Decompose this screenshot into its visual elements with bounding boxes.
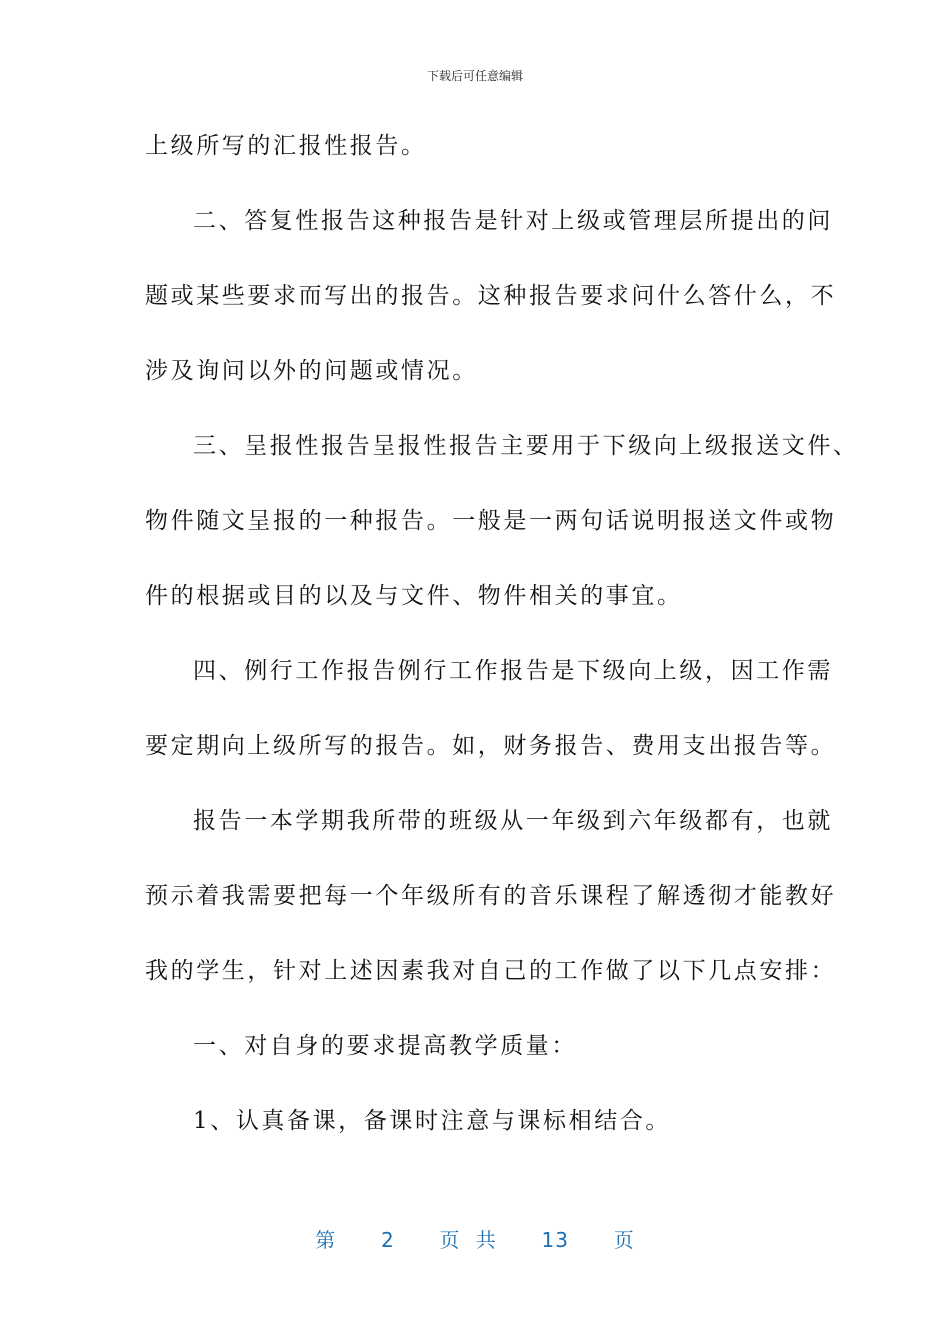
footer-prefix: 第	[315, 1228, 337, 1252]
footer-middle: 页 共	[439, 1228, 497, 1252]
paragraph-line: 四、例行工作报告例行工作报告是下级向上级，因工作需	[193, 658, 833, 684]
page-footer	[0, 1224, 950, 1253]
paragraph-line: 我的学生，针对上述因素我对自己的工作做了以下几点安排：	[145, 958, 837, 984]
paragraph-line: 1、认真备课，备课时注意与课标相结合。	[193, 1108, 672, 1134]
header-note: 下载后可任意编辑	[426, 69, 523, 83]
paragraph-line: 一、对自身的要求提高教学质量：	[193, 1033, 577, 1059]
paragraph-line: 预示着我需要把每一个年级所有的音乐课程了解透彻才能教好	[145, 883, 837, 909]
paragraph-line: 件的根据或目的以及与文件、物件相关的事宜。	[145, 583, 683, 609]
paragraph-line: 涉及询问以外的问题或情况。	[145, 358, 478, 384]
paragraph-line: 要定期向上级所写的报告。如，财务报告、费用支出报告等。	[145, 733, 837, 759]
paragraph-line: 上级所写的汇报性报告。	[145, 133, 427, 159]
paragraph-line: 二、答复性报告这种报告是针对上级或管理层所提出的问	[193, 208, 833, 234]
paragraph-line: 报告一本学期我所带的班级从一年级到六年级都有，也就	[193, 808, 833, 834]
document-body	[145, 124, 859, 1174]
paragraph-line: 三、呈报性报告呈报性报告主要用于下级向上级报送文件、	[193, 433, 859, 459]
footer-suffix: 页	[613, 1228, 635, 1252]
paragraph-line: 物件随文呈报的一种报告。一般是一两句话说明报送文件或物	[145, 508, 837, 534]
current-page-number: 2	[381, 1228, 395, 1252]
paragraph-line: 题或某些要求而写出的报告。这种报告要求问什么答什么，不	[145, 283, 837, 309]
total-pages-number: 13	[541, 1228, 569, 1252]
